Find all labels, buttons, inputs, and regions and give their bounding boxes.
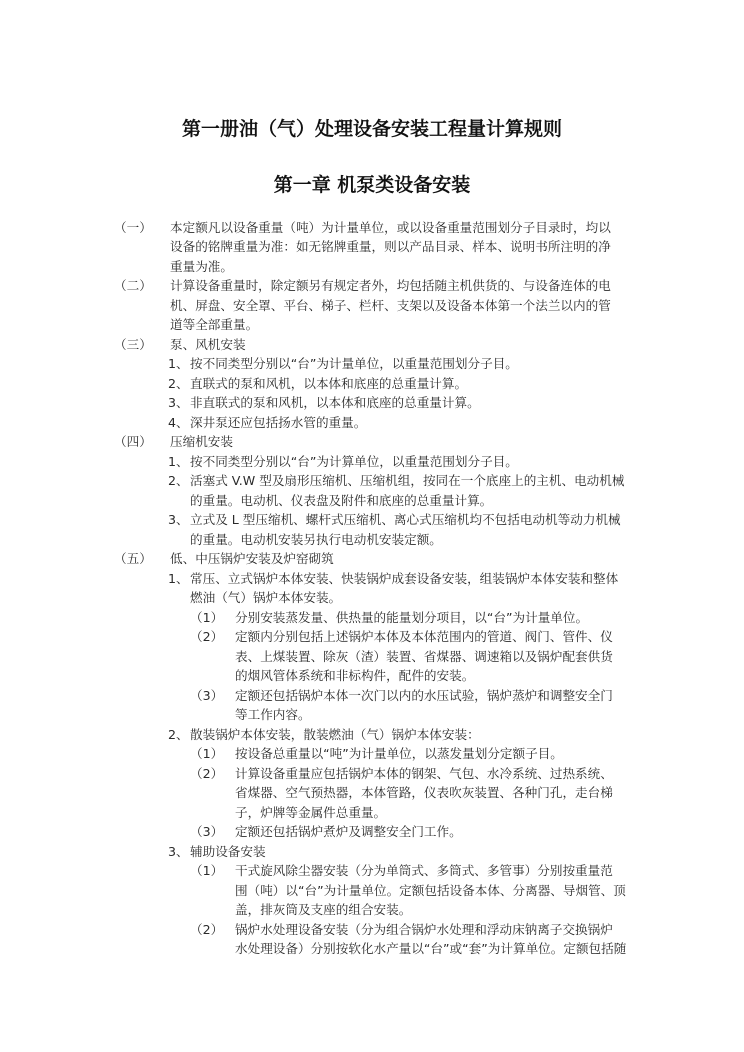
item-text-line: 定额还包括锅炉煮炉及调整安全门工作。: [235, 824, 462, 839]
item-text-line: 压缩机安装: [170, 434, 233, 449]
item-text-line: 本定额凡以设备重量（吨）为计量单位，或以设备重量范围划分子目录时，均以: [170, 219, 611, 235]
item-text-line: 盖，排灰筒及支座的组合安装。: [235, 902, 412, 917]
item-marker: 1、: [168, 453, 189, 469]
item-text-line: 辅助设备安装: [190, 843, 266, 859]
item-text-line: 活塞式 V.W 型及扇形压缩机、压缩机组，按同在一个底座上的主机、电动机械: [190, 473, 625, 488]
item-marker: 2、: [168, 375, 189, 391]
item-text-line: 的重量。电动机安装另执行电动机安装定额。: [190, 531, 442, 547]
item-text-line: 重量为准。: [170, 258, 233, 274]
item-text-line: 常压、立式锅炉本体安装、快装锅炉成套设备安装，组装锅炉本体安装和整体: [190, 570, 619, 586]
item-marker: 3、: [168, 395, 189, 410]
item-marker: （二）: [114, 278, 152, 293]
item-text-line: 散装锅炉本体安装，散装燃油（气）锅炉本体安装：: [190, 726, 480, 742]
item-marker: 2、: [168, 726, 189, 742]
item-marker: 4、: [168, 414, 189, 430]
item-marker: （五）: [114, 551, 152, 566]
item-marker: （1）: [190, 609, 224, 625]
item-marker: （3）: [190, 687, 224, 703]
item-marker: 1、: [168, 356, 189, 371]
item-text-line: 机、屏盘、安全罩、平台、梯子、栏杆、支架以及设备本体第一个法兰以内的管: [170, 297, 611, 313]
item-text-line: 计算设备重量应包括锅炉本体的钢架、气包、水冷系统、过热系统、: [235, 765, 613, 781]
item-marker: （1）: [190, 863, 224, 878]
chapter-title: 第一章 机泵类设备安装: [273, 174, 471, 196]
item-text-line: 定额还包括锅炉本体一次门以内的水压试验，锅炉蒸炉和调整安全门: [235, 687, 613, 703]
item-text-line: 的烟风管体系统和非标构件，配件的安装。: [235, 668, 475, 683]
item-text-line: 深井泵还应包括扬水管的重量。: [190, 414, 367, 430]
item-text-line: 设备的铭牌重量为准：如无铭牌重量，则以产品目录、样本、说明书所注明的净: [170, 239, 611, 254]
item-text-line: 等工作内容。: [235, 707, 311, 722]
item-text-line: 按不同类型分别以“台”为计量单位，以重量范围划分子目。: [190, 356, 518, 371]
item-text-line: 泵、风机安装: [170, 336, 246, 352]
item-text-line: 分别安装蒸发量、供热量的能量划分项目，以“台”为计量单位。: [235, 609, 589, 625]
item-text-line: 省煤器、空气预热器，本体管路，仪表吹灰装置、各种门孔，走台梯: [235, 785, 613, 800]
document-title: 第一册油（气）处理设备安装工程量计算规则: [181, 118, 562, 140]
item-text-line: 计算设备重量时，除定额另有规定者外，均包括随主机供货的、与设备连体的电: [170, 278, 611, 293]
item-marker: 2、: [168, 473, 189, 488]
item-marker: 1、: [168, 570, 189, 586]
item-marker: （2）: [190, 765, 224, 781]
item-text-line: 的重量。电动机、仪表盘及附件和底座的总重量计算。: [190, 492, 493, 508]
item-text-line: 立式及 L 型压缩机、螺杆式压缩机、离心式压缩机均不包括电动机等动力机械: [190, 512, 621, 527]
item-text-line: 围（吨）以“台”为计量单位。定额包括设备本体、分离器、导烟管、顶: [235, 882, 626, 898]
item-marker: （三）: [114, 336, 152, 352]
item-text-line: 非直联式的泵和风机，以本体和底座的总重量计算。: [190, 395, 480, 410]
item-text-line: 直联式的泵和风机，以本体和底座的总重量计算。: [190, 375, 468, 391]
item-marker: （2）: [190, 629, 224, 644]
item-text-line: 锅炉水处理设备安装（分为组合锅炉水处理和浮动床钠离子交换锅炉: [235, 921, 613, 937]
item-text-line: 按不同类型分别以“台”为计算单位，以重量范围划分子目。: [190, 453, 518, 469]
item-marker: （3）: [190, 824, 224, 839]
item-text-line: 定额内分别包括上述锅炉本体及本体范围内的管道、阀门、管件、仪: [235, 629, 613, 644]
item-text-line: 水处理设备）分别按软化水产量以“台”或“套”为计算单位。定额包括随: [235, 941, 627, 956]
item-text-line: 道等全部重量。: [170, 317, 259, 332]
item-text-line: 按设备总重量以“吨”为计量单位，以蒸发量划分定额子目。: [235, 746, 563, 761]
item-marker: （1）: [190, 746, 224, 761]
item-marker: （四）: [114, 434, 152, 449]
item-text-line: 燃油（气）锅炉本体安装。: [190, 590, 342, 605]
item-marker: 3、: [168, 843, 189, 859]
item-marker: （一）: [114, 219, 152, 235]
item-marker: （2）: [190, 921, 224, 937]
item-text-line: 低、中压锅炉安装及炉窑砌筑: [170, 551, 334, 566]
item-marker: 3、: [168, 512, 189, 527]
item-text-line: 表、上煤装置、除灰（渣）装置、省煤器、调速箱以及锅炉配套供货: [235, 648, 613, 664]
item-text-line: 干式旋风除尘器安装（分为单筒式、多筒式、多管事）分别按重量范: [235, 863, 613, 878]
item-text-line: 子，炉牌等金属件总重量。: [235, 804, 387, 820]
